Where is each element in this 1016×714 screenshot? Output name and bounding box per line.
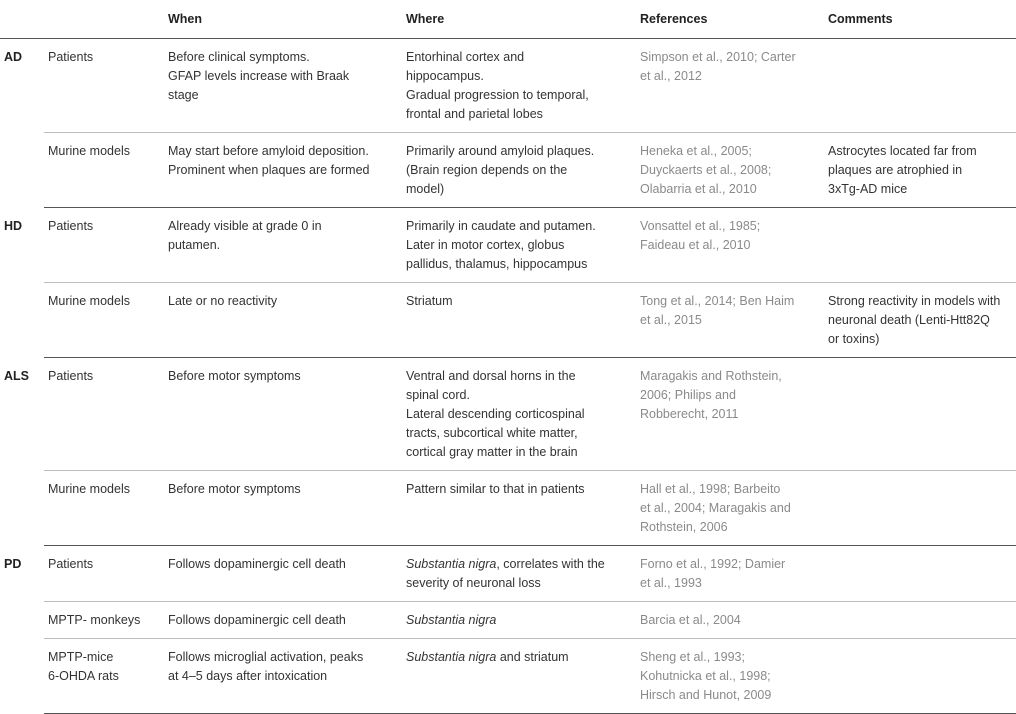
cell-line: Murine models [48, 482, 130, 496]
cell-line [406, 424, 632, 443]
header-model [44, 0, 164, 39]
cell-line: Duyckaerts et al., 2008; [640, 163, 772, 177]
where-cell [402, 133, 636, 208]
cell-line: Hall et al., 1998; Barbeito [640, 482, 781, 496]
cell-line: Strong reactivity in models with [828, 294, 1001, 308]
cell-line: Hirsch and Hunot, 2009 [640, 688, 772, 702]
cell-line: Murine models [48, 144, 130, 158]
table-row [0, 283, 1016, 358]
header-row [0, 0, 1016, 39]
references-cell [636, 602, 824, 639]
cell-line [406, 67, 632, 86]
cell-text: Ventral and dorsal horns in the [406, 369, 576, 383]
table-row [0, 208, 1016, 283]
cell-line: Heneka et al., 2005; [640, 144, 752, 158]
comments-cell [824, 208, 1016, 283]
cell-line [406, 611, 632, 630]
where-cell [402, 358, 636, 471]
model-cell [44, 283, 164, 358]
model-cell [44, 39, 164, 133]
cell-line: Late or no reactivity [168, 294, 278, 308]
cell-line: Follows microglial activation, peaks [168, 650, 364, 664]
cell-line: stage [168, 88, 199, 102]
when-cell [164, 639, 402, 714]
cell-line: Prominent when plaques are formed [168, 163, 370, 177]
cell-line: Patients [48, 219, 94, 233]
cell-text: hippocampus. [406, 69, 484, 83]
cell-line [406, 161, 632, 180]
header-where: Where [402, 0, 636, 39]
cell-text: Striatum [406, 294, 453, 308]
cell-text: severity of neuronal loss [406, 576, 541, 590]
where-cell [402, 471, 636, 546]
cell-text: (Brain region depends on the [406, 163, 568, 177]
when-cell [164, 471, 402, 546]
table-body [0, 39, 1016, 714]
comments-cell [824, 358, 1016, 471]
cell-line [406, 555, 632, 574]
cell-line [406, 480, 632, 499]
cell-line: at 4–5 days after intoxication [168, 669, 328, 683]
cell-line: MPTP-mice [48, 650, 114, 664]
cell-line: Olabarria et al., 2010 [640, 182, 757, 196]
italic-term: Substantia nigra [406, 557, 497, 571]
where-cell [402, 639, 636, 714]
cell-line: et al., 2004; Maragakis and [640, 501, 791, 515]
cell-line [406, 255, 632, 274]
where-cell [402, 602, 636, 639]
cell-line: Vonsattel et al., 1985; [640, 219, 761, 233]
where-cell [402, 283, 636, 358]
table-row [0, 358, 1016, 471]
cell-line: et al., 2015 [640, 313, 702, 327]
cell-line: Kohutnicka et al., 1998; [640, 669, 771, 683]
cell-line: 6-OHDA rats [48, 669, 119, 683]
cell-line: MPTP- monkeys [48, 613, 141, 627]
table-row [0, 639, 1016, 714]
comments-cell [824, 546, 1016, 602]
table-row [0, 546, 1016, 602]
cell-line: Murine models [48, 294, 130, 308]
cell-line: Before motor symptoms [168, 482, 301, 496]
cell-text: Gradual progression to temporal, [406, 88, 589, 102]
cell-line: neuronal death (Lenti-Htt82Q [828, 313, 990, 327]
comments-cell [824, 639, 1016, 714]
when-cell [164, 602, 402, 639]
cell-line: Rothstein, 2006 [640, 520, 728, 534]
cell-line [406, 648, 632, 667]
when-cell [164, 208, 402, 283]
cell-text: Lateral descending corticospinal [406, 407, 585, 421]
model-cell [44, 471, 164, 546]
when-cell [164, 39, 402, 133]
cell-line: Follows dopaminergic cell death [168, 557, 346, 571]
cell-line [406, 142, 632, 161]
cell-line: et al., 2012 [640, 69, 702, 83]
comments-cell [824, 133, 1016, 208]
model-cell [44, 546, 164, 602]
cell-line [406, 386, 632, 405]
cell-text: Primarily in caudate and putamen. [406, 219, 596, 233]
model-cell [44, 602, 164, 639]
comments-cell [824, 283, 1016, 358]
cell-line: Patients [48, 369, 94, 383]
header-references: References [636, 0, 824, 39]
comments-cell [824, 602, 1016, 639]
cell-line: GFAP levels increase with Braak [168, 69, 350, 83]
group-label: AD [4, 50, 23, 64]
group-label: PD [4, 556, 22, 571]
model-cell [44, 639, 164, 714]
table-row [0, 471, 1016, 546]
cell-text: Primarily around amyloid plaques. [406, 144, 595, 158]
cell-text: cortical gray matter in the brain [406, 445, 578, 459]
cell-line [406, 443, 632, 462]
cell-text: and striatum [496, 650, 569, 664]
cell-line: May start before amyloid deposition. [168, 144, 369, 158]
cell-line: Maragakis and Rothstein, [640, 369, 782, 383]
references-cell [636, 39, 824, 133]
cell-line: Patients [48, 557, 94, 571]
when-cell [164, 133, 402, 208]
model-cell [44, 208, 164, 283]
cell-text: pallidus, thalamus, hippocampus [406, 257, 588, 271]
cell-line [406, 236, 632, 255]
cell-line: Before clinical symptoms. [168, 50, 310, 64]
cell-text: spinal cord. [406, 388, 470, 402]
cell-line: Robberecht, 2011 [640, 407, 739, 421]
when-cell [164, 358, 402, 471]
group-label: ALS [4, 368, 29, 383]
italic-term: Substantia nigra [406, 613, 497, 627]
table-row [0, 133, 1016, 208]
header-comments: Comments [824, 0, 1016, 39]
when-cell [164, 546, 402, 602]
cell-line: Forno et al., 1992; Damier [640, 557, 786, 571]
cell-text: Pattern similar to that in patients [406, 482, 585, 496]
references-cell [636, 639, 824, 714]
cell-line: Before motor symptoms [168, 369, 301, 383]
cell-line [406, 405, 632, 424]
cell-line [406, 86, 632, 105]
where-cell [402, 546, 636, 602]
model-cell [44, 133, 164, 208]
table-row [0, 602, 1016, 639]
cell-text: model) [406, 182, 445, 196]
header-group [0, 0, 44, 39]
cell-line: Simpson et al., 2010; Carter [640, 50, 796, 64]
cell-text: frontal and parietal lobes [406, 107, 543, 121]
table-row [0, 39, 1016, 133]
cell-line: Barcia et al., 2004 [640, 613, 741, 627]
references-cell [636, 208, 824, 283]
header-when: When [164, 0, 402, 39]
cell-line: plaques are atrophied in [828, 163, 963, 177]
references-cell [636, 471, 824, 546]
cell-line: Tong et al., 2014; Ben Haim [640, 294, 795, 308]
cell-line [406, 180, 632, 199]
cell-text: , correlates with the [496, 557, 605, 571]
cell-line: or toxins) [828, 332, 880, 346]
model-cell [44, 358, 164, 471]
references-cell [636, 283, 824, 358]
cell-line [406, 292, 632, 311]
cell-line: Follows dopaminergic cell death [168, 613, 346, 627]
references-cell [636, 358, 824, 471]
cell-line: Faideau et al., 2010 [640, 238, 751, 252]
cell-text: Later in motor cortex, globus [406, 238, 565, 252]
where-cell [402, 208, 636, 283]
cell-line [406, 367, 632, 386]
where-cell [402, 39, 636, 133]
cell-line: 2006; Philips and [640, 388, 736, 402]
cell-line [406, 105, 632, 124]
cell-line: Sheng et al., 1993; [640, 650, 745, 664]
cell-line [406, 217, 632, 236]
group-label: HD [4, 218, 23, 233]
comments-cell [824, 471, 1016, 546]
comments-cell [824, 39, 1016, 133]
cell-text: tracts, subcortical white matter, [406, 426, 578, 440]
cell-line: 3xTg-AD mice [828, 182, 908, 196]
references-cell [636, 133, 824, 208]
cell-line: putamen. [168, 238, 221, 252]
cell-line [406, 48, 632, 67]
references-cell [636, 546, 824, 602]
cell-text: Entorhinal cortex and [406, 50, 525, 64]
cell-line: Patients [48, 50, 94, 64]
italic-term: Substantia nigra [406, 650, 497, 664]
cell-line: Already visible at grade 0 in [168, 219, 322, 233]
cell-line: et al., 1993 [640, 576, 702, 590]
cell-line: Astrocytes located far from [828, 144, 977, 158]
cell-line [406, 574, 632, 593]
when-cell [164, 283, 402, 358]
